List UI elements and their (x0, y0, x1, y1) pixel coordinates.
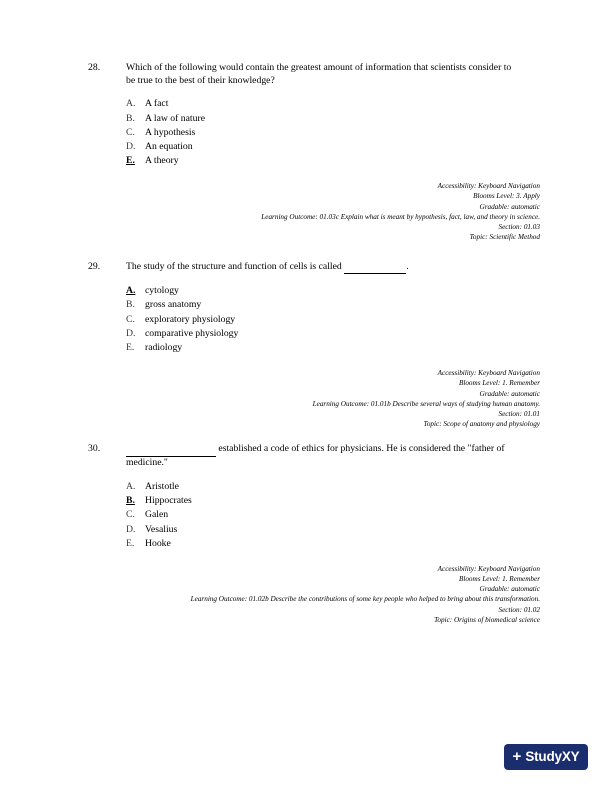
choice-label: comparative physiology (145, 328, 239, 340)
meta-learning-outcome: Learning Outcome: 01.02b Describe the contributions of some key people who helped to bring about this transformation. (190, 595, 540, 604)
meta-gradable: Gradable: automatic (479, 389, 540, 398)
choice-label: An equation (145, 141, 193, 153)
choice-letter: B. (126, 299, 135, 311)
choice-letter: C. (126, 509, 135, 521)
question-text (126, 261, 542, 275)
question-29 (88, 261, 542, 430)
choice-label: exploratory physiology (145, 313, 236, 325)
choice-b[interactable] (126, 299, 542, 312)
question-number: 29. (88, 260, 101, 272)
question-heading (88, 261, 542, 275)
choice-letter: C. (126, 126, 135, 138)
meta-blooms-level: Blooms Level: 1. Remember (458, 379, 540, 388)
plus-icon: + (512, 748, 522, 765)
question-text (126, 443, 542, 469)
meta-blooms-level: Blooms Level: 3. Apply (473, 192, 540, 201)
choice-a[interactable] (126, 98, 542, 111)
choice-letter: B. (126, 494, 135, 506)
choice-letter: D. (126, 523, 136, 535)
choice-label: A theory (145, 155, 179, 167)
choice-d[interactable] (126, 141, 542, 154)
meta-topic: Topic: Origins of biomedical science (434, 615, 540, 624)
question-28 (88, 62, 542, 243)
choice-letter: E. (126, 342, 135, 354)
question-metadata (88, 564, 542, 625)
meta-learning-outcome: Learning Outcome: 01.01b Describe several ways of studying human anatomy. (312, 399, 540, 408)
meta-section: Section: 01.03 (498, 223, 540, 232)
watermark-label (525, 750, 579, 764)
choice-c[interactable] (126, 509, 542, 522)
meta-learning-outcome: Learning Outcome: 01.03c Explain what is meant by hypothesis, fact, law, and theory in science. (261, 212, 540, 221)
choice-a[interactable] (126, 481, 542, 494)
question-text-after: established a code of ethics for physicians. He is considered the "father of medicine." (126, 443, 505, 469)
choice-letter: D. (126, 328, 136, 340)
choice-e[interactable] (126, 155, 542, 168)
choice-label: Hippocrates (145, 494, 192, 506)
meta-accessibility: Accessibility: Keyboard Navigation (437, 564, 540, 573)
studyxy-watermark (504, 744, 588, 770)
watermark-name: Study (525, 749, 562, 765)
question-text: Which of the following would contain the greatest amount of information that scientists consider to be true to the best of their knowledge? (126, 62, 512, 86)
meta-blooms-level: Blooms Level: 1. Remember (458, 574, 540, 583)
meta-section: Section: 01.01 (498, 409, 540, 418)
choice-label: Aristotle (145, 480, 179, 492)
choice-letter: E. (126, 155, 135, 167)
choice-label: Galen (145, 509, 169, 521)
choice-letter: A. (126, 98, 136, 110)
choice-b[interactable] (126, 113, 542, 126)
meta-gradable: Gradable: automatic (479, 585, 540, 594)
choice-letter: C. (126, 313, 135, 325)
answer-choices (88, 98, 542, 168)
choice-label: gross anatomy (145, 299, 202, 311)
meta-topic: Topic: Scientific Method (469, 233, 540, 242)
choice-letter: A. (126, 480, 136, 492)
meta-section: Section: 01.02 (498, 605, 540, 614)
question-heading (88, 62, 542, 87)
choice-label: A fact (145, 98, 169, 110)
answer-choices (88, 481, 542, 551)
choice-a[interactable] (126, 285, 542, 298)
watermark-suffix: XY (561, 749, 580, 765)
choice-label: cytology (145, 285, 179, 297)
question-heading (88, 443, 542, 469)
choice-letter: B. (126, 112, 135, 124)
choice-b[interactable] (126, 495, 542, 508)
choice-d[interactable] (126, 524, 542, 537)
spacer (88, 429, 542, 443)
question-text-before: The study of the structure and function of cells is called (126, 260, 342, 272)
choice-letter: A. (126, 285, 136, 297)
choice-letter: D. (126, 141, 136, 153)
meta-accessibility: Accessibility: Keyboard Navigation (437, 369, 540, 378)
choice-label: radiology (145, 342, 183, 354)
choice-e[interactable] (126, 538, 542, 551)
fill-in-blank (126, 443, 216, 457)
choice-label: A hypothesis (145, 126, 196, 138)
question-text-after: . (406, 260, 409, 272)
fill-in-blank (344, 260, 409, 275)
choice-c[interactable] (126, 314, 542, 327)
question-metadata (88, 368, 542, 429)
meta-accessibility: Accessibility: Keyboard Navigation (437, 182, 540, 191)
answer-choices (88, 285, 542, 355)
choice-letter: E. (126, 537, 135, 549)
choice-e[interactable] (126, 342, 542, 355)
question-number: 28. (88, 62, 101, 73)
meta-topic: Topic: Scope of anatomy and physiology (423, 420, 540, 429)
question-metadata (88, 181, 542, 242)
choice-label: Vesalius (145, 523, 178, 535)
choice-label: Hooke (145, 537, 171, 549)
question-number: 30. (88, 443, 101, 455)
choice-d[interactable] (126, 328, 542, 341)
choice-label: A law of nature (145, 112, 205, 124)
choice-c[interactable] (126, 127, 542, 140)
question-30 (88, 443, 542, 625)
spacer (88, 243, 542, 261)
meta-gradable: Gradable: automatic (479, 202, 540, 211)
